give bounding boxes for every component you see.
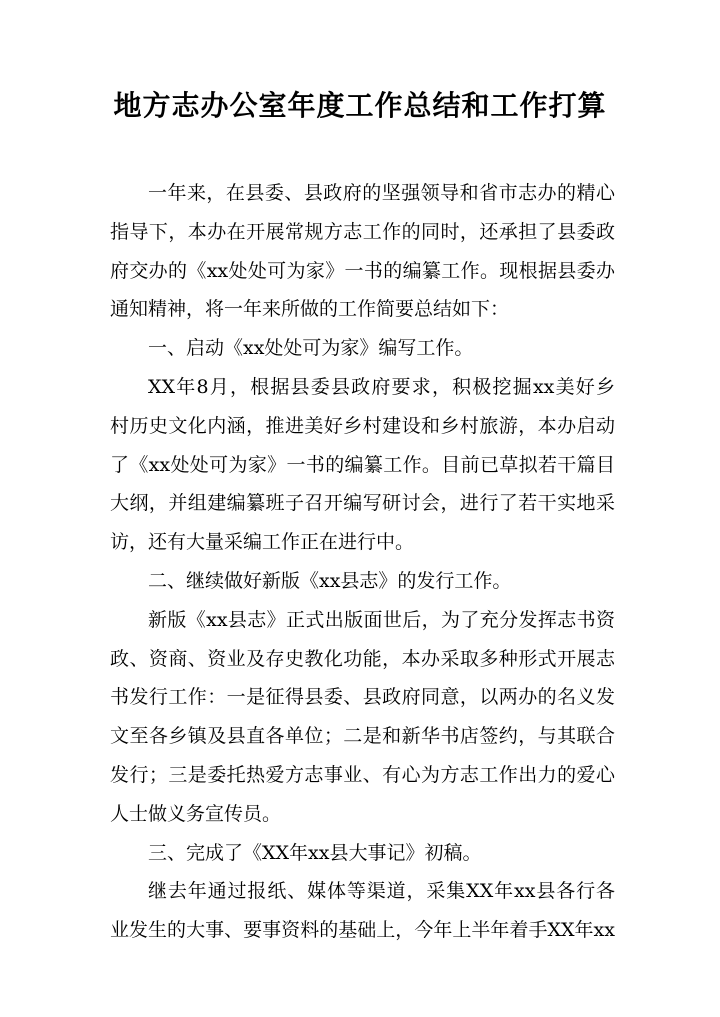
text-line: 新版《xx县志》正式出版面世后，为了充分发挥志书资 (148, 608, 615, 631)
document-title: 地方志办公室年度工作总结和工作打算 (113, 89, 607, 122)
document-body (110, 174, 615, 950)
text-line: 访，还有大量采编工作正在进行中。 (110, 531, 415, 554)
text-line: 继去年通过报纸、媒体等渠道，采集XX年xx县各行各 (148, 880, 615, 903)
text-line: 了《xx处处可为家》一书的编纂工作。目前已草拟若干篇目 (110, 453, 615, 476)
text-line: 一、启动《xx处处可为家》编写工作。 (148, 337, 474, 360)
text-line: 指导下，本办在开展常规方志工作的同时，还承担了县委政 (110, 220, 615, 243)
text-line: 通知精神，将一年来所做的工作简要总结如下： (110, 298, 510, 321)
text-line: 政、资商、资业及存史教化功能，本办采取多种形式开展志 (110, 647, 615, 670)
text-line: 府交办的《xx处处可为家》一书的编纂工作。现根据县委办 (110, 259, 615, 282)
text-line: 一年来，在县委、县政府的坚强领导和省市志办的精心 (148, 182, 615, 204)
text-line: 发行；三是委托热爱方志事业、有心为方志工作出力的爱心 (110, 763, 615, 786)
text-line: 书发行工作：一是征得县委、县政府同意，以两办的名义发 (110, 686, 615, 709)
text-line: 人士做义务宣传员。 (110, 802, 282, 825)
text-line: 业发生的大事、要事资料的基础上，今年上半年着手XX年xx (110, 919, 615, 942)
text-line: 村历史文化内涵，推进美好乡村建设和乡村旅游，本办启动 (110, 414, 615, 437)
text-line: 文至各乡镇及县直各单位；二是和新华书店签约，与其联合 (110, 725, 615, 748)
text-line: 大纲，并组建编纂班子召开编写研讨会，进行了若干实地采 (110, 492, 615, 515)
text-line: 三、完成了《XX年xx县大事记》初稿。 (148, 841, 482, 864)
text-line: XX年8月，根据县委县政府要求，积极挖掘xx美好乡 (148, 375, 615, 398)
text-line: 二、继续做好新版《xx县志》的发行工作。 (148, 569, 512, 592)
